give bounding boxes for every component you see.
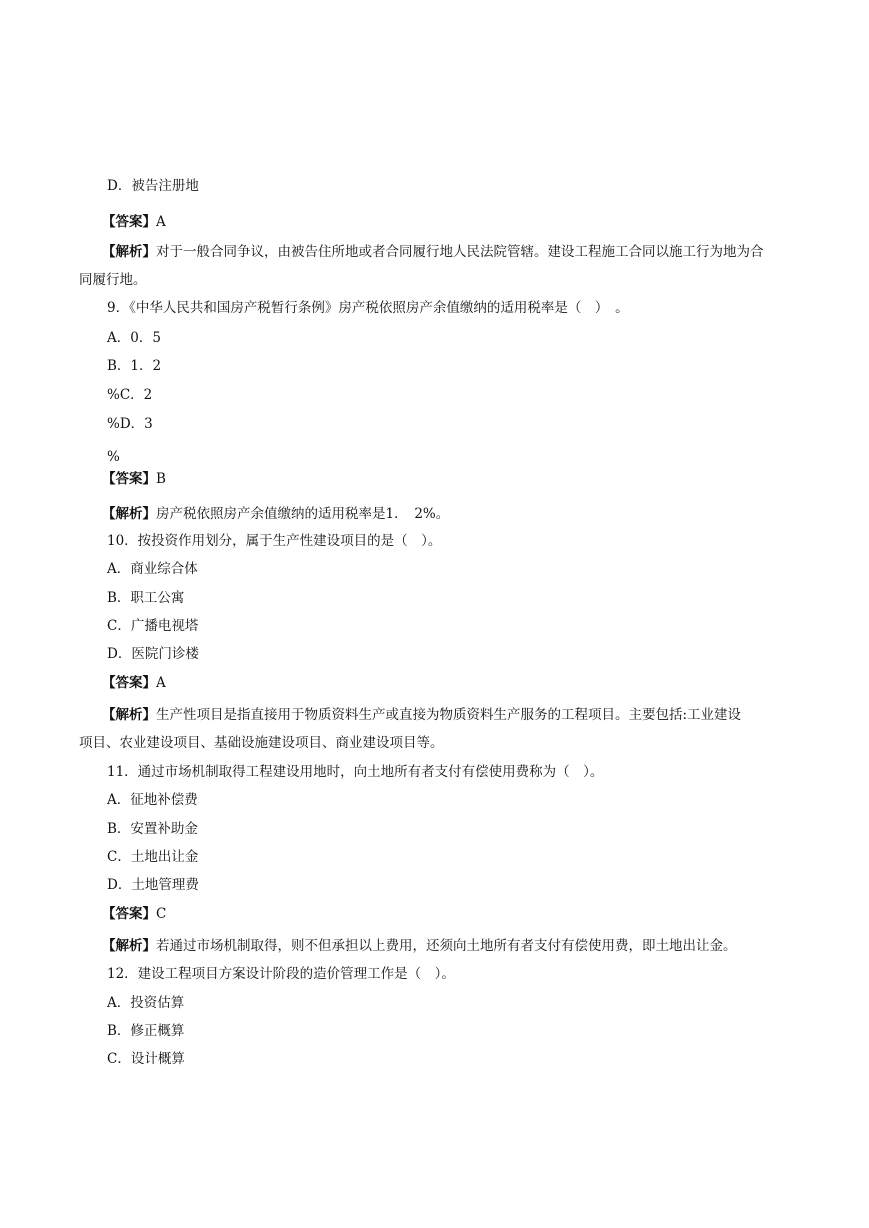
option-d-q10: D．医院门诊楼	[107, 646, 199, 662]
question-9: 9．《中华人民共和国房产税暂行条例》房产税依照房产余值缴纳的适用税率是（ ） 。	[107, 300, 629, 316]
option-b-q12: B．修正概算	[107, 1023, 185, 1039]
option-c-q11: C．土地出让金	[107, 849, 199, 865]
answer-q11: 【答案】C	[102, 906, 167, 922]
option-c-q10: C．广播电视塔	[107, 618, 199, 634]
option-d-q11: D．土地管理费	[107, 877, 199, 893]
explanation-q11: 【解析】若通过市场机制取得，则不但承担以上费用，还须向土地所有者支付有偿使用费，即土地出让金。	[102, 938, 737, 954]
explanation-q8-line2: 同履行地。	[79, 272, 147, 288]
option-b-q11: B．安置补助金	[107, 821, 198, 837]
option-a-q9: A．0．5	[107, 330, 161, 346]
question-12: 12．建设工程项目方案设计阶段的造价管理工作是（ ）。	[107, 966, 455, 982]
question-10: 10．按投资作用划分，属于生产性建设项目的是（ ）。	[107, 533, 442, 549]
explanation-q10-line2: 项目、农业建设项目、基础设施建设项目、商业建设项目等。	[79, 735, 444, 751]
option-a-q11: A．征地补偿费	[107, 792, 198, 808]
answer-q8: 【答案】A	[102, 214, 166, 230]
option-c-q12: C．设计概算	[107, 1051, 185, 1067]
option-a-q12: A．投资估算	[107, 995, 185, 1011]
option-d-q9: %D．3	[107, 416, 153, 432]
explanation-q8-line1: 【解析】对于一般合同争议，由被告住所地或者合同履行地人民法院管辖。建设工程施工合同以施工行为地为合	[102, 244, 764, 260]
option-c-q9: %C．2	[107, 387, 153, 403]
percent-sign: %	[107, 449, 120, 465]
explanation-q9: 【解析】房产税依照房产余值缴纳的适用税率是1． 2%。	[102, 506, 450, 522]
explanation-q10-line1: 【解析】生产性项目是指直接用于物质资料生产或直接为物质资料生产服务的工程项目。主要包括:工业建设	[102, 707, 742, 723]
option-a-q10: A．商业综合体	[107, 561, 198, 577]
answer-q10: 【答案】A	[102, 675, 166, 691]
question-11: 11．通过市场机制取得工程建设用地时，向土地所有者支付有偿使用费称为（ ）。	[107, 764, 604, 780]
option-b-q10: B．职工公寓	[107, 590, 185, 606]
option-d-q8: D．被告注册地	[107, 178, 199, 194]
option-b-q9: B．1．2	[107, 358, 162, 374]
answer-q9: 【答案】B	[102, 471, 166, 487]
